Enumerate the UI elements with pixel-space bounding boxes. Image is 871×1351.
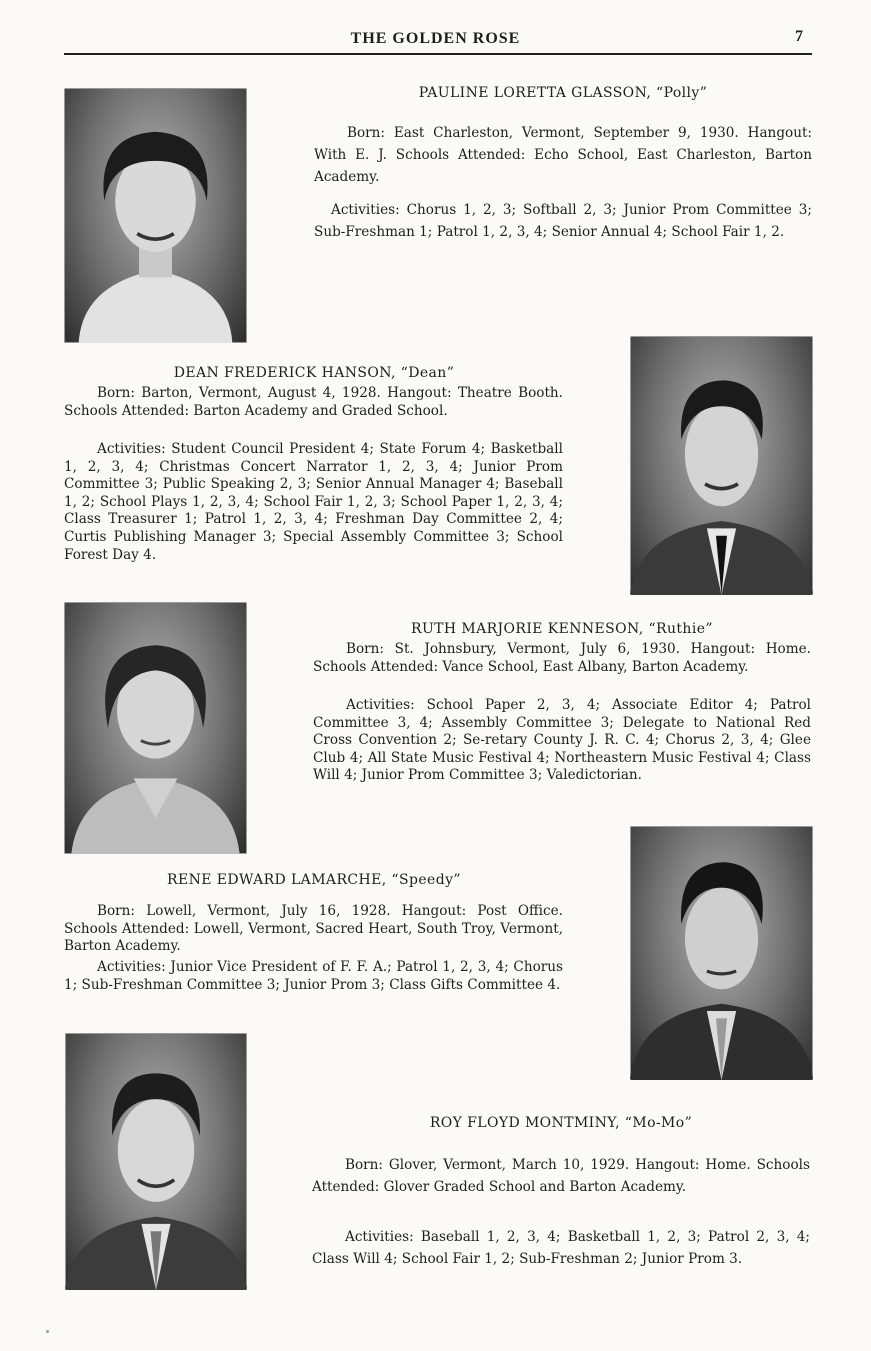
student-activities-pauline: Activities: Chorus 1, 2, 3; Softball 2, 3; Junior Prom Committee 3; Sub-Freshman 1; Patrol 1, 2, 3, 4; Senior Annual 4; School Fair 1, 2.: [314, 202, 812, 240]
student-bio-ruth: Born: St. Johnsbury, Vermont, July 6, 1930. Hangout: Home. Schools Attended: Vance School, East Albany, Barton Academy.: [313, 641, 811, 675]
student-activities-rene: Activities: Junior Vice President of F. F. A.; Patrol 1, 2, 3, 4; Chorus 1; Sub-Freshman Committee 3; Junior Prom 3; Class Gifts Committee 4.: [64, 959, 563, 993]
header-rule: [64, 53, 812, 55]
portrait-photo-roy: [65, 1033, 247, 1290]
student-bio-rene: Born: Lowell, Vermont, July 16, 1928. Hangout: Post Office. Schools Attended: Lowell, Vermont, Sacred Heart, South Troy, Vermont, Barton Academy.: [64, 903, 563, 955]
portrait-photo-ruth: [64, 602, 247, 854]
student-activities-ruth: Activities: School Paper 2, 3, 4; Associate Editor 4; Patrol Committee 3, 4; Assembly Committee 3; Delegate to National Red Cross Convention 2; Se-retary County J. R. C. 4; Chorus 2, 3, 4; Glee Club 4; All State Music Festival 4; Northeastern Music Festival 4; Class Will 4; Junior Prom Committee 3; Valedictorian.: [313, 697, 811, 784]
student-name-dean: DEAN FREDERICK HANSON, “Dean”: [173, 365, 455, 381]
scan-speck: [46, 1330, 49, 1333]
student-bio-roy: Born: Glover, Vermont, March 10, 1929. Hangout: Home. Schools Attended: Glover Graded School and Barton Academy.: [312, 1157, 810, 1195]
student-bio-pauline: Born: East Charleston, Vermont, September 9, 1930. Hangout: With E. J. Schools Attended: Echo School, East Charleston, Barton Academy.: [314, 125, 812, 185]
portrait-photo-rene: [630, 826, 813, 1080]
page-number: 7: [795, 28, 803, 45]
student-name-pauline: PAULINE LORETTA GLASSON, “Polly”: [418, 85, 708, 101]
portrait-photo-pauline: [64, 88, 247, 343]
portrait-photo-dean: [630, 336, 813, 595]
student-name-roy: ROY FLOYD MONTMINY, “Mo-Mo”: [429, 1115, 693, 1131]
student-bio-dean: Born: Barton, Vermont, August 4, 1928. Hangout: Theatre Booth. Schools Attended: Barton Academy and Graded School.: [64, 385, 563, 419]
student-activities-dean: Activities: Student Council President 4; State Forum 4; Basketball 1, 2, 3, 4; Christmas Concert Narrator 1, 2, 3, 4; Junior Prom Committee 3; Public Speaking 2, 3; Senior Annual Manager 4; Baseball 1, 2; School Plays 1, 2, 3, 4; School Fair 1, 2, 3; School Paper 1, 2, 3, 4; Class Treasurer 1; Patrol 1, 2, 3, 4; Freshman Day Committee 2, 4; Curtis Publishing Manager 3; Special Assembly Committee 3; School Forest Day 4.: [64, 441, 563, 563]
page-header-title: THE GOLDEN ROSE: [350, 30, 521, 47]
student-name-rene: RENE EDWARD LAMARCHE, “Speedy”: [167, 872, 461, 888]
student-name-ruth: RUTH MARJORIE KENNESON, “Ruthie”: [411, 621, 713, 637]
student-activities-roy: Activities: Baseball 1, 2, 3, 4; Basketball 1, 2, 3; Patrol 2, 3, 4; Class Will 4; School Fair 1, 2; Sub-Freshman 2; Junior Prom 3.: [312, 1229, 810, 1267]
